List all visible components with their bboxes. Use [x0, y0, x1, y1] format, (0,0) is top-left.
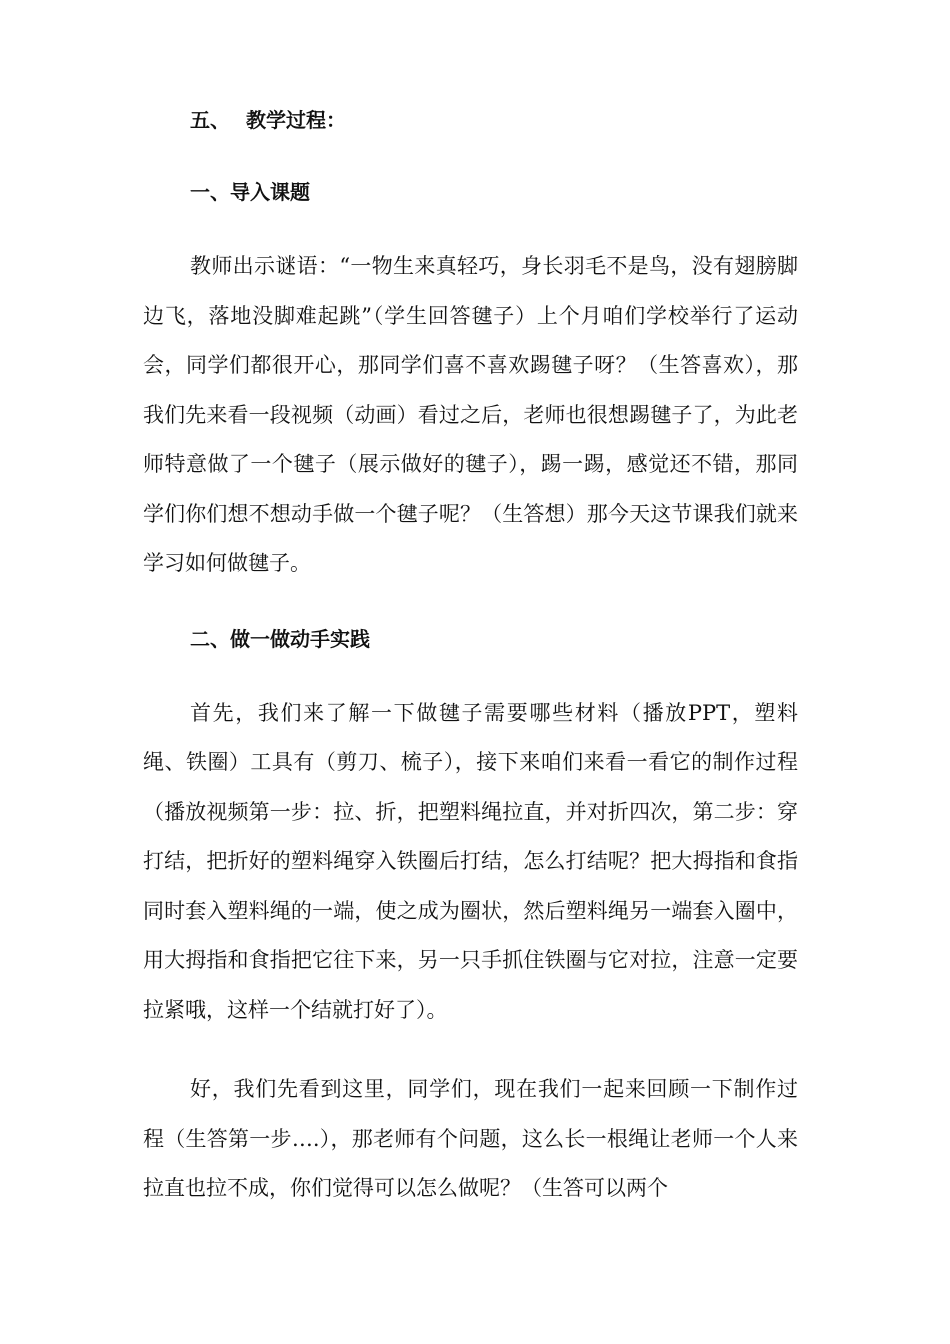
paragraph-review: 好，我们先看到这里，同学们，现在我们一起来回顾一下制作过程（生答第一步….），那老师有个问题，这么长一根绳让老师一个人来拉直也拉不成，你们觉得可以怎么做呢？（生答可以两个 [143, 1077, 798, 1200]
main-heading-text: 教学过程： [246, 108, 346, 132]
main-heading [190, 100, 798, 140]
section-heading-intro: 一、导入课题 [190, 180, 310, 204]
main-heading-number: 五、 [190, 108, 230, 132]
document-body [143, 100, 798, 1244]
paragraph-materials: 首先，我们来了解一下做毽子需要哪些材料（播放PPT，塑料绳、铁圈）工具有（剪刀、梳子），接下来咱们来看一看它的制作过程（播放视频第一步：拉、折，把塑料绳拉直，并对折四次，第二步：穿打结，把折好的塑料绳穿入铁圈后打结，怎么打结呢？把大拇指和食指同时套入塑料绳的一端，使之成为圈状，然后塑料绳另一端套入圈中，用大拇指和食指把它往下来，另一只手抓住铁圈与它对拉，注意一定要拉紧哦，这样一个结就打好了）。 [143, 700, 798, 1022]
paragraph-intro: 教师出示谜语：“一物生来真轻巧，身长羽毛不是鸟，没有翅膀脚边飞，落地没脚难起跳”（学生回答毽子）上个月咱们学校举行了运动会，同学们都很开心，那同学们喜不喜欢踢毽子呀？（生答喜欢），那我们先来看一段视频（动画）看过之后，老师也很想踢毽子了，为此老师特意做了一个毽子（展示做好的毽子），踢一踢，感觉还不错，那同学们你们想不想动手做一个毽子呢？（生答想）那今天这节课我们就来学习如何做毽子。 [143, 254, 798, 575]
section-heading-practice: 二、做一做动手实践 [190, 626, 370, 651]
